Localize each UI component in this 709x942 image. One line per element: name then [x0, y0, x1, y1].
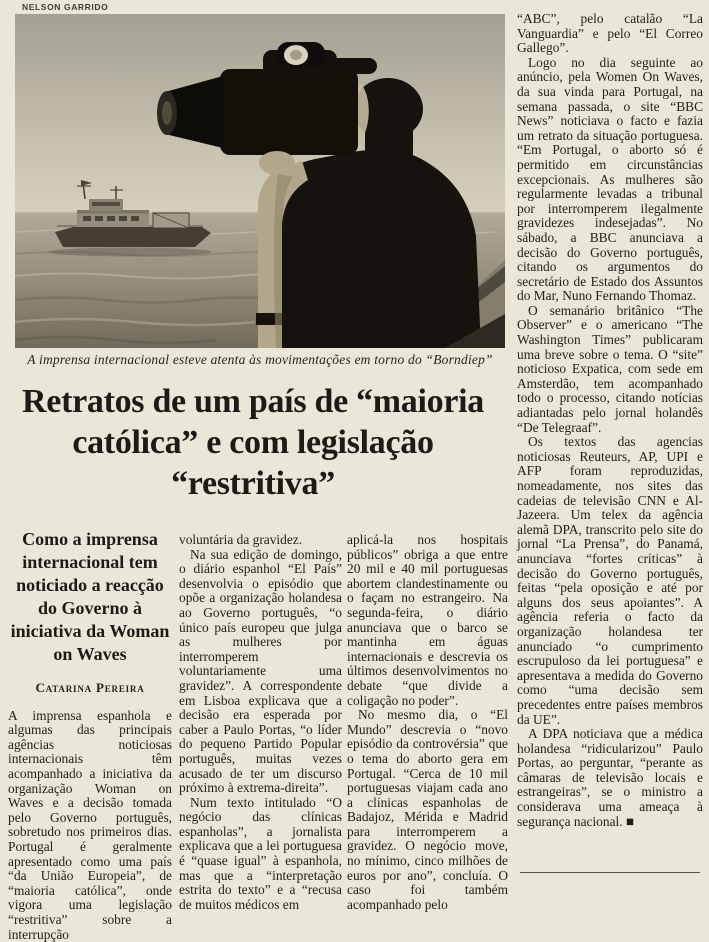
- article-byline: Catarina Pereira: [35, 680, 145, 695]
- bottom-divider: [520, 872, 700, 873]
- body-paragraph: Logo no dia seguinte ao anúncio, pela Women On Waves, da sua vinda para Portugal, na semana passada, o site “BBC News” noticiava o facto e fazia um retrato da situação portuguesa. “Em Portugal, o aborto só é permitido em circunstâncias excepcionais. As mulheres são regularmente levadas a tribunal por interromperem ilegalmente gravidezes indesejadas”. No sábado, a BBC anunciava a decisão do Governo português, citando os argumentos do secretário de Estado dos Assuntos do Mar, Nuno Fernando Thomaz.: [517, 54, 703, 304]
- body-paragraph: Os textos das agencias noticiosas Reuteurs, AP, UPI e AFP foram reproduzidas, nomeadamente, nos sites das cadeias de televisão CNN e Al-Jazeera. Um telex da agência alemã DPA, transcrito pelo site do jornal “La Prensa”, do Panamá, anunciava “fortes críticas” à decisão do Governo português, feitas “pela oposição e até por alguns dos seus apoiantes”. A agência referia o facto da organização holandesa ter anunciado “o cumprimento escrupuloso da lei portuguesa” e apresentava a medida do Governo como “uma decisão sem precedentes entre países membros da UE”.: [517, 434, 703, 727]
- column-1-body: [8, 709, 172, 942]
- body-paragraph: O semanário britânico “The Observer” e o americano “The Washington Times” publicaram uma breve sobre o tema. O “site” noticioso Expatica, com sede em Amsterdão, tem acompanhado todo o processo, citando notícias adiantadas pelo jornal holandês “De Telegraaf”.: [517, 302, 703, 435]
- body-paragraph: voluntária da gravidez.: [179, 532, 303, 547]
- body-paragraph: A DPA noticiava que a médica holandesa “ridicularizou” Paulo Portas, ao perguntar, “perante as câmaras de televisão locais e estrangeiras”, se o ministro a considerava uma ameaça à segurança nacional. ■: [517, 726, 703, 829]
- body-paragraph: No mesmo dia, o “El Mundo” descrevia o “novo episódio da controvérsia” que o tema do aborto gera em Portugal. “Cerca de 10 mil portuguesas viajam cada ano a clínicas espanholas de Badajoz, Mérida e Madrid para interromperem a gravidez. O negócio move, no mínimo, cinco milhões de euros por ano”, concluía. O caso foi também acompanhado pelo: [347, 707, 508, 912]
- photo-caption: A imprensa internacional esteve atenta às movimentações em torno do “Borndiep”: [27, 352, 493, 367]
- body-paragraph: “ABC”, pelo catalão “La Vanguardia” e pelo “El Correo Gallego”.: [517, 11, 703, 56]
- cameraman-hand: [259, 151, 295, 175]
- column-1: [8, 528, 172, 942]
- article-lede: Como a imprensa internacional tem noticiado a reacção do Governo à iniciativa da Woman on Waves: [10, 529, 170, 664]
- body-paragraph: Num texto intitulado “O negócio das clínicas espanholas”, a jornalista explicava que a lei portuguesa é “quase igual” à espanhola, mas que a “interpretação estrita do texto” e a “recusa de muitos médicos em: [179, 794, 342, 912]
- article-photo: [15, 14, 505, 348]
- column-2: [179, 533, 342, 912]
- body-paragraph: aplicá-la nos hospitais públicos” obriga a que entre 20 mil e 40 mil portuguesas abortem clandestinamente ou o façam no estrangeiro. Na segunda-feira, o diário anunciava que o barco se mantinha em águas internacionais e descrevia os últimos desenvolvimentos no debate “que divide a coligação no poder”.: [347, 532, 508, 708]
- body-paragraph: Na sua edição de domingo, o diário espanhol “El País” desenvolvia o episódio que opõe a organização holandesa ao Governo português, “o único país europeu que julga as mulheres por interromperem voluntariamente uma gravidez”. A correspondente em Lisboa explicava que a decisão era esperada por caber a Paulo Portas, “o líder do pequeno Partido Popular português, muitas vezes acusado de ter um discurso próximo à extrema-direita”.: [179, 546, 342, 796]
- column-3: [347, 533, 508, 912]
- column-4: [517, 12, 703, 829]
- body-paragraph: A imprensa espanhola e algumas das principais agências noticiosas internacionais têm acompanhado a iniciativa da organização Woman on Waves e a decisão tomada pelo Governo português, sobretudo nos primeiros dias. Portugal é geralmente apresentado como uma país “da União Europeia”, de “maioria católica”, onde vigora uma legislação “restritiva” sobre a interrupção: [8, 707, 172, 942]
- article-headline: Retratos de um país de “maioria católica” e com legislação “restritiva”: [22, 383, 484, 502]
- photo-illustration: [15, 14, 505, 348]
- photographer-credit: NELSON GARRIDO: [22, 2, 109, 12]
